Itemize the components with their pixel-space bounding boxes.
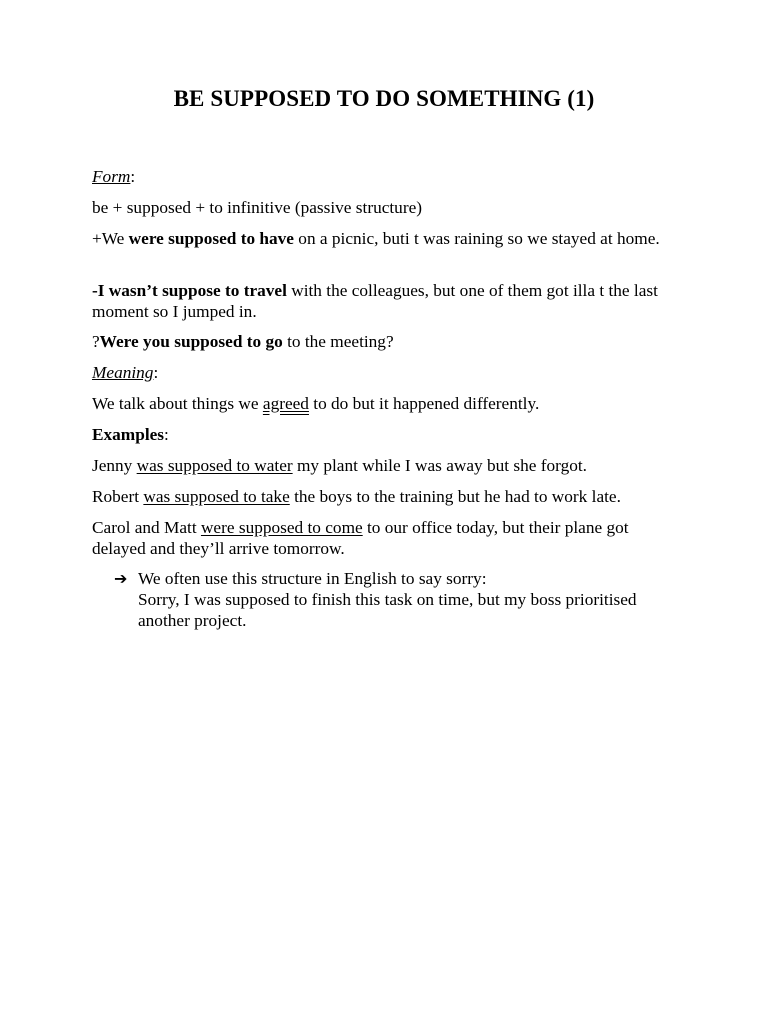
example-text-after: my plant while I was away but she forgot. [292,456,587,475]
affirmative-sign: +We [92,229,129,248]
question-rest: to the meeting? [282,332,394,351]
example-underlined: was supposed to take [143,487,290,506]
meaning-underlined: agreed [262,394,309,413]
meaning-heading-colon: : [153,363,159,382]
affirmative-example [92,228,682,249]
example-text-after: to our office today, but their plane got delayed and they’ll arrive tomorrow. [92,518,629,558]
note-text [138,568,678,631]
meaning-text [92,393,682,414]
question-example [92,331,682,352]
affirmative-bold: were supposed to have [128,229,294,248]
examples-heading-line [92,424,682,445]
example-item [92,486,682,507]
question-bold: Were you supposed to go [99,332,283,351]
form-formula: be + supposed + to infinitive (passive structure) [92,198,423,217]
meaning-text-after: to do but it happened differently. [308,394,540,413]
right-arrow-icon: ➔ [114,569,128,588]
affirmative-rest: on a picnic, buti t was raining so we stayed at home. [293,229,660,248]
page-title: BE SUPPOSED TO DO SOMETHING (1) [173,86,595,111]
meaning-heading-line [92,362,682,383]
example-item [92,517,682,559]
question-sign: ? [92,332,100,351]
meaning-heading: Meaning [92,363,154,382]
negative-example [92,280,682,322]
example-underlined: were supposed to come [200,518,363,537]
note-line-1: We often use this structure in English to say sorry: [138,569,487,588]
example-text-before: Carol and Matt [92,518,201,537]
example-text-before: Jenny [92,456,137,475]
example-item [92,455,682,476]
form-heading-colon: : [130,167,136,186]
example-underlined: was supposed to water [136,456,293,475]
example-text-after: the boys to the training but he had to work late. [289,487,621,506]
meaning-text-before: We talk about things we [92,394,263,413]
example-text-before: Robert [92,487,144,506]
negative-bold: -I wasn’t suppose to travel [92,281,287,300]
negative-rest: with the colleagues, but one of them got illa t the last moment so I jumped in. [92,281,658,321]
note-line-2: Sorry, I was supposed to finish this task on time, but my boss prioritised another project. [138,590,637,630]
examples-heading: Examples [92,425,165,444]
examples-heading-colon: : [164,425,169,444]
form-heading-line [92,166,682,187]
form-heading: Form [92,167,131,186]
